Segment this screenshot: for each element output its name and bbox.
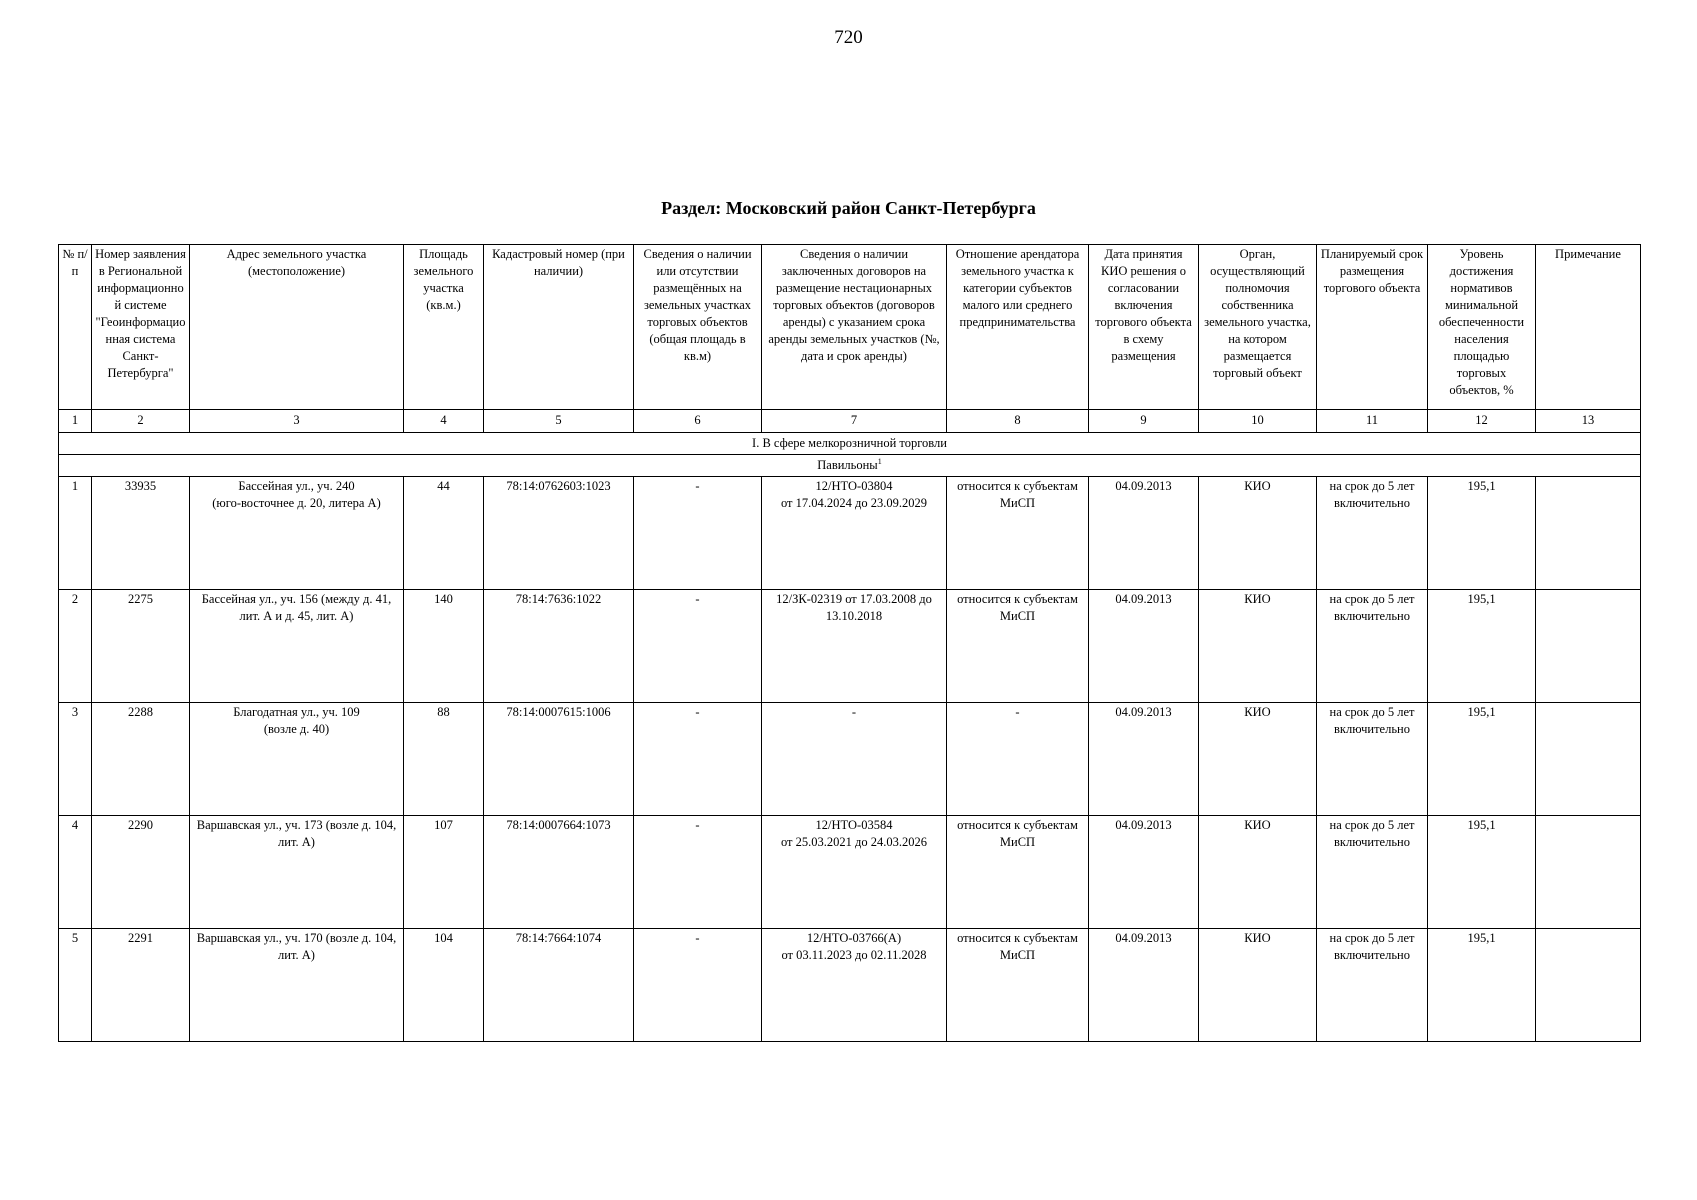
- subgroup-row: [59, 455, 1641, 477]
- application-number-cell: 2288: [92, 703, 190, 816]
- header-cell: № п/п: [59, 245, 92, 410]
- column-number-cell: 8: [947, 410, 1089, 433]
- address-cell: Благодатная ул., уч. 109 (возле д. 40): [190, 703, 404, 816]
- authority-cell: КИО: [1199, 816, 1317, 929]
- header-cell: Площадь земельного участка (кв.м.): [404, 245, 484, 410]
- column-number-cell: 1: [59, 410, 92, 433]
- existing-objects-cell: -: [634, 590, 762, 703]
- table-row: [59, 477, 1641, 590]
- contract-cell: -: [762, 703, 947, 816]
- note-cell: [1536, 816, 1641, 929]
- column-number-cell: 11: [1317, 410, 1428, 433]
- placement-term-cell: на срок до 5 лет включительно: [1317, 929, 1428, 1042]
- subgroup-title: Павильоны: [817, 458, 878, 472]
- cadastral-number-cell: 78:14:7664:1074: [484, 929, 634, 1042]
- existing-objects-cell: -: [634, 929, 762, 1042]
- header-cell: Отношение арендатора земельного участка к категории субъектов малого или среднего предпринимательства: [947, 245, 1089, 410]
- contract-cell: 12/НТО-03804 от 17.04.2024 до 23.09.2029: [762, 477, 947, 590]
- address-cell: Варшавская ул., уч. 170 (возле д. 104, лит. А): [190, 929, 404, 1042]
- header-cell: Сведения о наличии или отсутствии размещённых на земельных участках торговых объектов (общая площадь в кв.м): [634, 245, 762, 410]
- authority-cell: КИО: [1199, 703, 1317, 816]
- group-row: [59, 433, 1641, 455]
- contract-cell: 12/ЗК-02319 от 17.03.2008 до 13.10.2018: [762, 590, 947, 703]
- cadastral-number-cell: 78:14:0762603:1023: [484, 477, 634, 590]
- application-number-cell: 2290: [92, 816, 190, 929]
- provision-level-cell: 195,1: [1428, 477, 1536, 590]
- table-row: [59, 590, 1641, 703]
- header-cell: Уровень достижения нормативов минимальной обеспеченности населения площадью торговых объектов, %: [1428, 245, 1536, 410]
- area-cell: 88: [404, 703, 484, 816]
- address-cell: Бассейная ул., уч. 156 (между д. 41, лит. А и д. 45, лит. А): [190, 590, 404, 703]
- page-number: 720: [834, 27, 863, 48]
- note-cell: [1536, 929, 1641, 1042]
- area-cell: 104: [404, 929, 484, 1042]
- row-number-cell: 3: [59, 703, 92, 816]
- contract-cell: 12/НТО-03584 от 25.03.2021 до 24.03.2026: [762, 816, 947, 929]
- sme-status-cell: -: [947, 703, 1089, 816]
- cadastral-number-cell: 78:14:0007615:1006: [484, 703, 634, 816]
- table-row: [59, 816, 1641, 929]
- row-number-cell: 5: [59, 929, 92, 1042]
- header-cell: Адрес земельного участка (местоположение): [190, 245, 404, 410]
- provision-level-cell: 195,1: [1428, 816, 1536, 929]
- provision-level-cell: 195,1: [1428, 703, 1536, 816]
- section-title: Раздел: Московский район Санкт-Петербурга: [661, 198, 1036, 218]
- cadastral-number-cell: 78:14:0007664:1073: [484, 816, 634, 929]
- subgroup-cell: [59, 455, 1641, 477]
- authority-cell: КИО: [1199, 590, 1317, 703]
- column-number-cell: 9: [1089, 410, 1199, 433]
- header-row: [59, 245, 1641, 410]
- sme-status-cell: относится к субъектам МиСП: [947, 816, 1089, 929]
- existing-objects-cell: -: [634, 703, 762, 816]
- column-number-row: [59, 410, 1641, 433]
- area-cell: 44: [404, 477, 484, 590]
- subgroup-footnote: 1: [877, 456, 882, 466]
- address-cell: Варшавская ул., уч. 173 (возле д. 104, лит. А): [190, 816, 404, 929]
- row-number-cell: 2: [59, 590, 92, 703]
- application-number-cell: 2275: [92, 590, 190, 703]
- column-number-cell: 3: [190, 410, 404, 433]
- existing-objects-cell: -: [634, 816, 762, 929]
- column-number-cell: 7: [762, 410, 947, 433]
- header-cell: Дата принятия КИО решения о согласовании включения торгового объекта в схему размещения: [1089, 245, 1199, 410]
- header-cell: Номер заявления в Региональной информационной системе "Геоинформационная система Санкт-Петербурга": [92, 245, 190, 410]
- column-number-cell: 13: [1536, 410, 1641, 433]
- area-cell: 107: [404, 816, 484, 929]
- decision-date-cell: 04.09.2013: [1089, 590, 1199, 703]
- authority-cell: КИО: [1199, 477, 1317, 590]
- sme-status-cell: относится к субъектам МиСП: [947, 929, 1089, 1042]
- column-number-cell: 10: [1199, 410, 1317, 433]
- decision-date-cell: 04.09.2013: [1089, 703, 1199, 816]
- application-number-cell: 2291: [92, 929, 190, 1042]
- sme-status-cell: относится к субъектам МиСП: [947, 477, 1089, 590]
- column-number-cell: 4: [404, 410, 484, 433]
- note-cell: [1536, 703, 1641, 816]
- provision-level-cell: 195,1: [1428, 590, 1536, 703]
- area-cell: 140: [404, 590, 484, 703]
- row-number-cell: 1: [59, 477, 92, 590]
- cadastral-number-cell: 78:14:7636:1022: [484, 590, 634, 703]
- decision-date-cell: 04.09.2013: [1089, 929, 1199, 1042]
- placement-term-cell: на срок до 5 лет включительно: [1317, 590, 1428, 703]
- column-number-cell: 5: [484, 410, 634, 433]
- placement-term-cell: на срок до 5 лет включительно: [1317, 477, 1428, 590]
- group-title: I. В сфере мелкорозничной торговли: [59, 433, 1641, 455]
- existing-objects-cell: -: [634, 477, 762, 590]
- registry-table: [58, 244, 1641, 1042]
- address-cell: Бассейная ул., уч. 240 (юго-восточнее д. 20, литера А): [190, 477, 404, 590]
- application-number-cell: 33935: [92, 477, 190, 590]
- header-cell: Планируемый срок размещения торгового объекта: [1317, 245, 1428, 410]
- table-row: [59, 929, 1641, 1042]
- column-number-cell: 6: [634, 410, 762, 433]
- note-cell: [1536, 590, 1641, 703]
- column-number-cell: 12: [1428, 410, 1536, 433]
- contract-cell: 12/НТО-03766(А) от 03.11.2023 до 02.11.2028: [762, 929, 947, 1042]
- note-cell: [1536, 477, 1641, 590]
- sme-status-cell: относится к субъектам МиСП: [947, 590, 1089, 703]
- decision-date-cell: 04.09.2013: [1089, 816, 1199, 929]
- provision-level-cell: 195,1: [1428, 929, 1536, 1042]
- column-number-cell: 2: [92, 410, 190, 433]
- header-cell: Сведения о наличии заключенных договоров на размещение нестационарных торговых объектов (договоров аренды) с указанием срока аренды земельных участков (№, дата и срок аренды): [762, 245, 947, 410]
- authority-cell: КИО: [1199, 929, 1317, 1042]
- decision-date-cell: 04.09.2013: [1089, 477, 1199, 590]
- table-row: [59, 703, 1641, 816]
- row-number-cell: 4: [59, 816, 92, 929]
- placement-term-cell: на срок до 5 лет включительно: [1317, 703, 1428, 816]
- header-cell: Орган, осуществляющий полномочия собственника земельного участка, на котором размещается торговый объект: [1199, 245, 1317, 410]
- header-cell: Кадастровый номер (при наличии): [484, 245, 634, 410]
- header-cell: Примечание: [1536, 245, 1641, 410]
- placement-term-cell: на срок до 5 лет включительно: [1317, 816, 1428, 929]
